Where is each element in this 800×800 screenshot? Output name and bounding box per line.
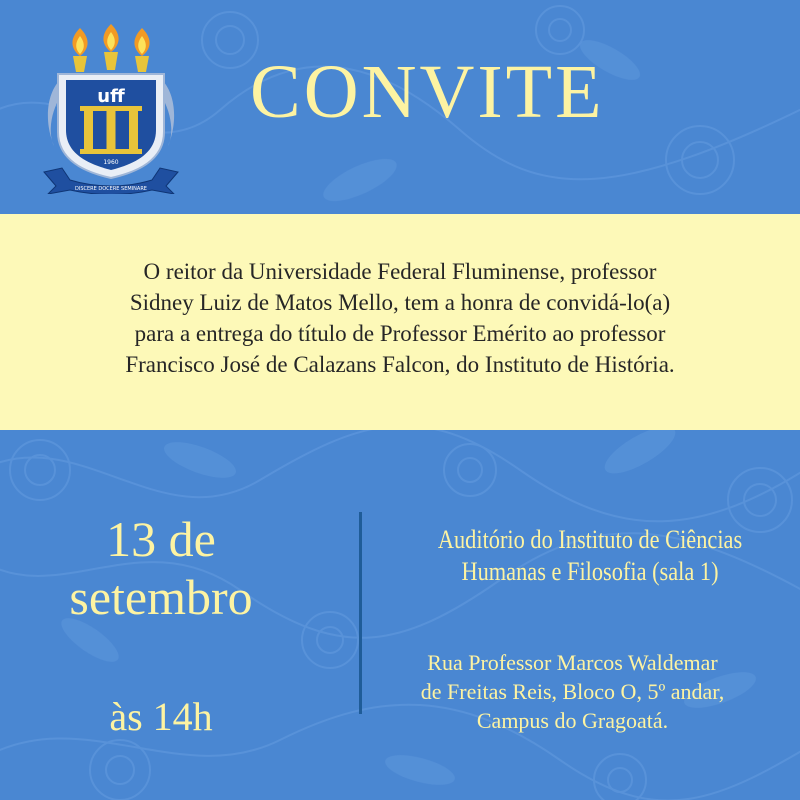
crest-motto: DISCERE DOCERE SEMINARE: [75, 186, 147, 192]
vertical-divider: [359, 512, 362, 714]
torch-icon: [103, 24, 118, 70]
address-line: Rua Professor Marcos Waldemar: [427, 650, 718, 675]
message-line: Sidney Luiz de Matos Mello, tem a honra de convidá-lo(a): [129, 290, 671, 315]
message-line: Francisco José de Calazans Falcon, do Instituto de História.: [125, 352, 675, 377]
torch-icon: [134, 28, 149, 72]
invitation-message: [40, 256, 760, 380]
crest-year: 1960: [103, 159, 119, 166]
event-date-month: setembro: [69, 569, 253, 625]
message-line: O reitor da Universidade Federal Fluminense, professor: [143, 259, 657, 284]
event-address: [375, 648, 770, 735]
venue-line: Auditório do Instituto de Ciências: [437, 525, 743, 554]
event-time: às 14h: [109, 694, 213, 739]
venue-line: Humanas e Filosofia (sala 1): [461, 557, 719, 586]
torch-icon: [72, 28, 87, 72]
event-venue: [409, 524, 770, 588]
event-date-day: 13 de: [106, 511, 216, 567]
message-line: para a entrega do título de Professor Emérito ao professor: [134, 321, 666, 346]
uff-crest-logo: [40, 22, 182, 194]
address-line: Campus do Gragoatá.: [476, 708, 669, 733]
crest-logo-text: uff: [97, 86, 125, 107]
address-line: de Freitas Reis, Bloco O, 5º andar,: [420, 679, 725, 704]
event-date: [30, 510, 292, 626]
invitation-title: CONVITE: [250, 50, 605, 134]
